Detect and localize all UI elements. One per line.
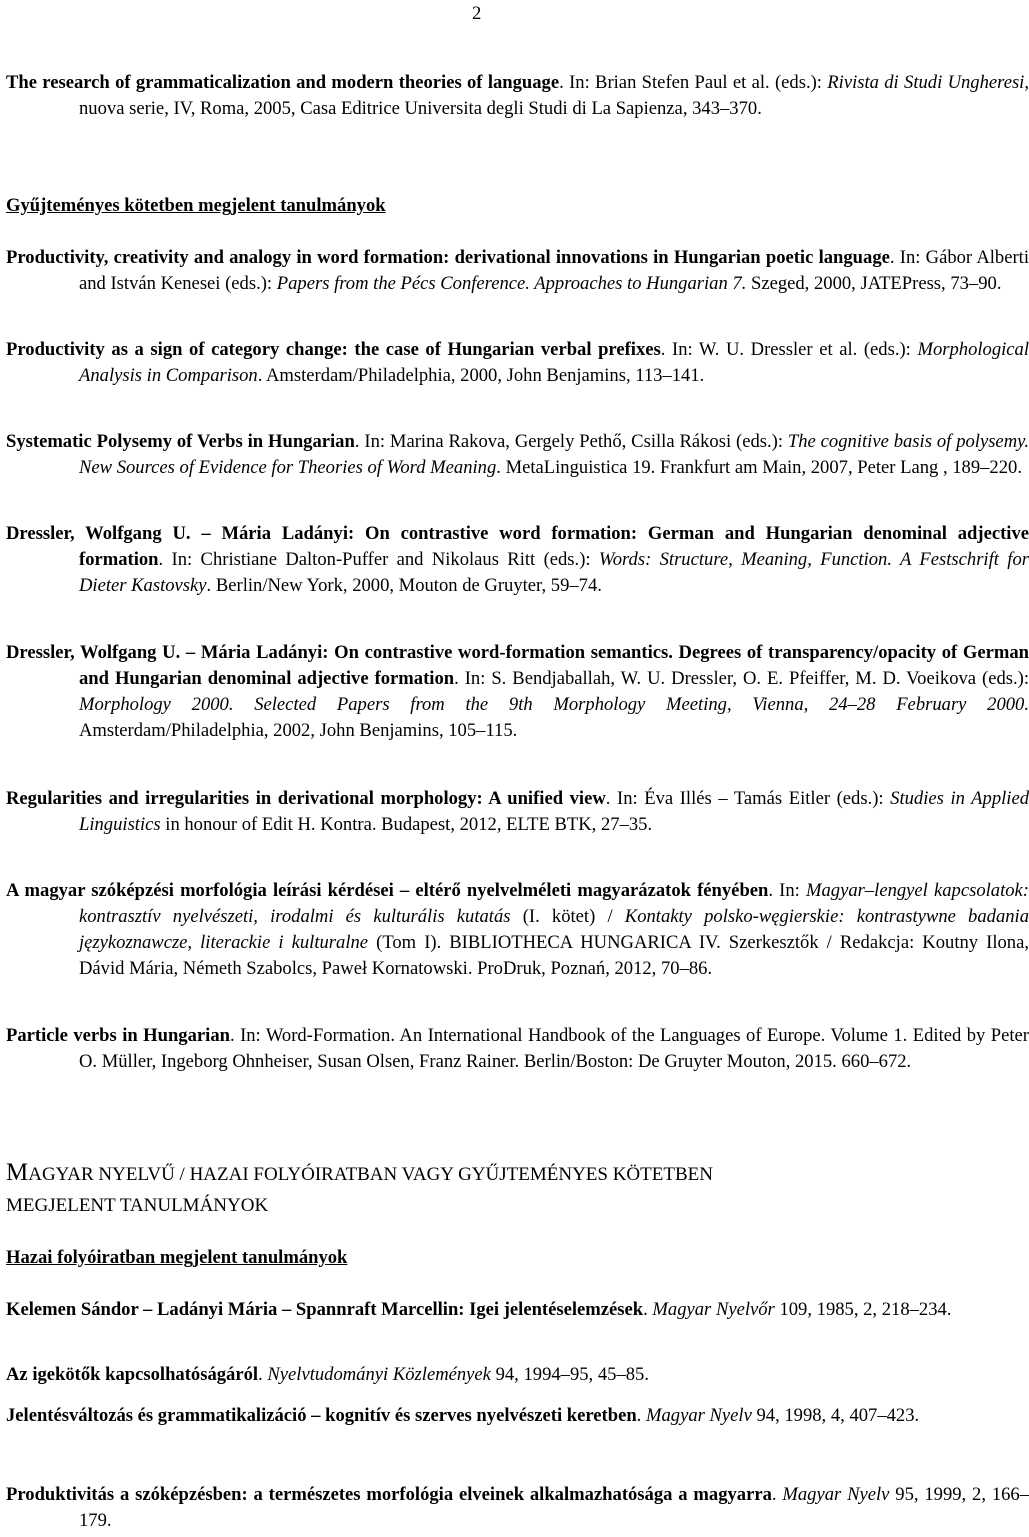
major-section-heading [6, 1157, 713, 1221]
entry-citation-text: In: Gábor Alberti and István Kenesei (eds.): [79, 247, 1029, 294]
entry-citation-text: . Amsterdam/Philadelphia, 2000, John Benjamins, 113–141. [257, 365, 705, 386]
entry-publication-title: Nyelvtudományi Közlemények [267, 1364, 491, 1385]
major-heading-line1: AGYAR NYELVŰ / HAZAI FOLYÓIRATBAN VAGY GYŰJTEMÉNYES KÖTETBEN [28, 1164, 713, 1185]
bibliography-entry [6, 1482, 1029, 1534]
entry-citation-text: , nuova serie, IV, Roma, 2005, Casa Editrice Universita degli Studi di La Sapienza, 343–370. [79, 72, 1029, 119]
entry-title: Regularities and irregularities in derivational morphology: A unified view [6, 788, 606, 809]
entry-title-end: . [229, 1025, 235, 1046]
entry-publication-title: Morphology 2000. Selected Papers from the 9th Morphology Meeting, Vienna, 24–28 February 2000. [79, 694, 1029, 715]
bibliography-entry [6, 878, 1029, 982]
major-heading-first-letter: M [6, 1159, 29, 1186]
entry-citation-text: Szeged, 2000, JATEPress, 73–90. [746, 273, 1002, 294]
entry-title-end: . [660, 339, 666, 360]
entry-citation-text: (I. kötet) / [510, 906, 625, 927]
entry-title-end: . [605, 788, 611, 809]
bibliography-entry [6, 786, 1029, 838]
section-heading-domestic-journals: Hazai folyóiratban megjelent tanulmányok [6, 1247, 348, 1268]
bibliography-entry [6, 640, 1029, 744]
entry-title-end: . [771, 1484, 777, 1505]
entry-title: Az igekötők kapcsolhatóságáról [6, 1364, 259, 1385]
bibliography-entry [6, 1403, 1029, 1429]
entry-title-end: . [643, 1299, 648, 1320]
entry-citation-text: . MetaLinguistica 19. Frankfurt am Main, 2007, Peter Lang , 189–220. [496, 457, 1022, 478]
entry-title: Dressler, Wolfgang U. – Mária Ladányi: On contrastive word formation: German and Hungarian denominal adjective formation [6, 523, 1029, 570]
entry-publication-title: Papers from the Pécs Conference. Approaches to Hungarian 7. [276, 273, 747, 294]
entry-title-end: . [559, 72, 564, 93]
bibliography-entry [6, 1362, 1029, 1388]
entry-citation-text: In: W. U. Dressler et al. (eds.): [665, 339, 918, 360]
bibliography-entry [6, 70, 1029, 122]
major-heading-line2: MEGJELENT TANULMÁNYOK [6, 1195, 269, 1216]
entry-citation-text: In: [773, 880, 806, 901]
entry-publication-title: Studies in Applied Linguistics [79, 788, 1029, 835]
entry-citation-text: 94, 1998, 4, 407–423. [751, 1405, 920, 1426]
entry-title-end: . [158, 549, 164, 570]
entry-publication-title: Magyar Nyelv [645, 1405, 752, 1426]
entry-citation-text: (Tom I). BIBLIOTHECA HUNGARICA IV. Szerkesztők / Redakcja: Koutny Ilona, Dávid Mária, Németh Szabolcs, Paweł Kornatowski. ProDruk, Poznań, 2012, 70–86. [79, 932, 1029, 979]
entry-citation-text: In: Christiane Dalton-Puffer and Nikolaus Ritt (eds.): [163, 549, 599, 570]
bibliography-entry [6, 1023, 1029, 1075]
entry-title: Productivity, creativity and analogy in word formation: derivational innovations in Hungarian poetic language [6, 247, 890, 268]
entry-citation-text: 109, 1985, 2, 218–234. [774, 1299, 952, 1320]
page-number: 2 [472, 3, 482, 24]
entry-publication-title: Rivista di Studi Ungheresi [827, 72, 1025, 93]
entry-title: Systematic Polysemy of Verbs in Hungarian [6, 431, 355, 452]
entry-citation-text: 94, 1994–95, 45–85. [490, 1364, 649, 1385]
entry-citation-text: 95, 1999, 2, 166–179. [79, 1484, 1029, 1531]
entry-title-end: . [354, 431, 360, 452]
entry-title-end: . [889, 247, 895, 268]
entry-title-end: . [258, 1364, 263, 1385]
entry-citation-text: In: Éva Illés – Tamás Eitler (eds.): [610, 788, 891, 809]
bibliography-entry [6, 245, 1029, 297]
section-heading-collected-volumes: Gyűjteményes kötetben megjelent tanulmányok [6, 195, 386, 216]
entry-title: Productivity as a sign of category change: the case of Hungarian verbal prefixes [6, 339, 661, 360]
bibliography-entry [6, 521, 1029, 599]
entry-publication-title: Magyar Nyelvőr [652, 1299, 775, 1320]
entry-title: A magyar szóképzési morfológia leírási kérdései – eltérő nyelvelméleti magyarázatok fényében [6, 880, 769, 901]
entry-title: The research of grammaticalization and modern theories of language [6, 72, 560, 93]
entry-citation-text: Amsterdam/Philadelphia, 2002, John Benjamins, 105–115. [79, 720, 518, 741]
entry-publication-title: The cognitive basis of polysemy. New Sources of Evidence for Theories of Word Meaning [79, 431, 1029, 478]
bibliography-entry [6, 429, 1029, 481]
entry-title: Jelentésváltozás és grammatikalizáció – kognitív és szerves nyelvészeti keretben [6, 1405, 637, 1426]
entry-title-end: . [454, 668, 459, 689]
entry-citation-text: . Berlin/New York, 2000, Mouton de Gruyter, 59–74. [206, 575, 602, 596]
entry-publication-title: Kontakty polsko-węgierskie: kontrastywne badania językoznawcze, literackie i kulturalne [79, 906, 1029, 953]
entry-title: Particle verbs in Hungarian [6, 1025, 230, 1046]
entry-title: Produktivitás a szóképzésben: a természetes morfológia elveinek alkalmazhatósága a magyarra [6, 1484, 772, 1505]
entry-citation-text: in honour of Edit H. Kontra. Budapest, 2012, ELTE BTK, 27–35. [160, 814, 653, 835]
entry-title: Kelemen Sándor – Ladányi Mária – Spannraft Marcellin: Igei jelentéselemzések [6, 1299, 644, 1320]
entry-citation-text: In: Brian Stefen Paul et al. (eds.): [563, 72, 828, 93]
entry-citation-text: In: Word-Formation. An International Handbook of the Languages of Europe. Volume 1. Edited by Peter O. Müller, Ingeborg Ohnheiser, Susan Olsen, Franz Rainer. Berlin/Boston: De Gruyter Mouton, 2015. 660–672. [79, 1025, 1029, 1072]
bibliography-entry [6, 1297, 1029, 1323]
bibliography-entry [6, 337, 1029, 389]
entry-citation-text: In: Marina Rakova, Gergely Pethő, Csilla Rákosi (eds.): [359, 431, 788, 452]
entry-title-end: . [768, 880, 774, 901]
entry-title-end: . [636, 1405, 642, 1426]
entry-publication-title: Magyar Nyelv [782, 1484, 890, 1505]
entry-publication-title: Words: Structure, Meaning, Function. A Festschrift for Dieter Kastovsky [79, 549, 1029, 596]
entry-publication-title: Magyar–lengyel kapcsolatok: kontrasztív nyelvészeti, irodalmi és kulturális kutatás [79, 880, 1029, 927]
entry-publication-title: Morphological Analysis in Comparison [79, 339, 1029, 386]
entry-title: Dressler, Wolfgang U. – Mária Ladányi: On contrastive word-formation semantics. Degrees of transparency/opacity of German and Hungarian denominal adjective formation [6, 642, 1029, 689]
entry-citation-text: In: S. Bendjaballah, W. U. Dressler, O. E. Pfeiffer, M. D. Voeikova (eds.): [458, 668, 1029, 689]
